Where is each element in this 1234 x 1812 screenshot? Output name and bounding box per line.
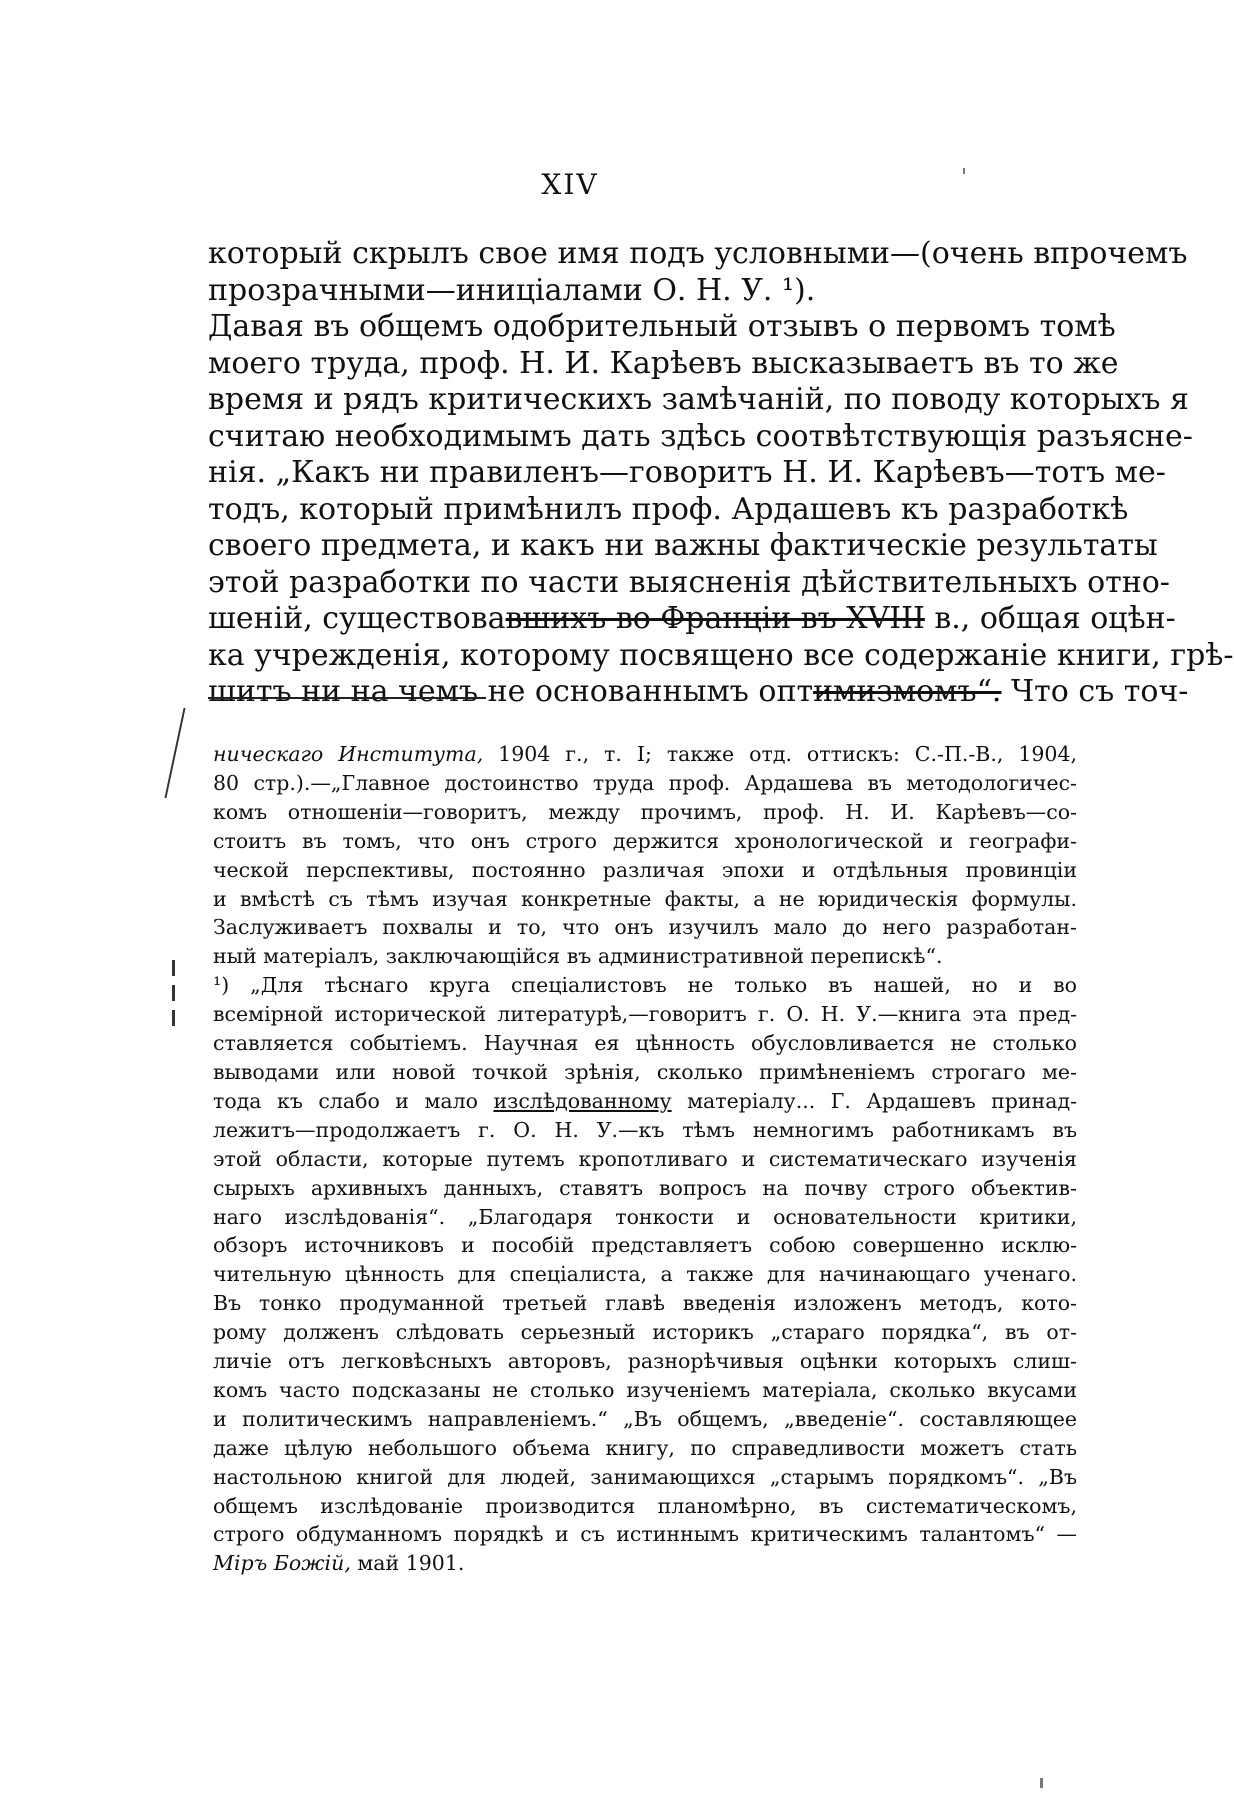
line-text: шитъ ни на чемъ не основаннымъ опт — [208, 674, 814, 709]
line-text: сырыхъ архивныхъ данныхъ, ставятъ вопросъ на почву строго объектив- — [213, 1175, 1077, 1200]
line-text: Въ тонко продуманной третьей главѣ введенія изложенъ методъ, кото- — [213, 1291, 1077, 1316]
main-text-line — [208, 528, 1158, 565]
line-text: комъ отношеніи—говоритъ, между прочимъ, проф. Н. И. Карѣевъ—со- — [213, 799, 1077, 824]
footnote-line — [213, 1289, 1077, 1318]
footnote-line — [213, 1492, 1077, 1521]
line-text: тода къ слабо и мало — [213, 1088, 494, 1113]
struck-through-text: имизмомъ“. — [813, 674, 1002, 709]
line-text: ¹) „Для тѣснаго круга спеціалистовъ не только въ нашей, но и во — [213, 973, 1077, 998]
line-text: ка учрежденія, которому посвящено все содержаніе книги, грѣ- — [208, 637, 1234, 673]
line-text: шеній, существова — [208, 601, 506, 636]
main-text-line — [208, 601, 1176, 638]
footnote-line — [213, 769, 1077, 798]
footnote-line — [213, 1318, 1077, 1347]
footnote-line — [213, 827, 1077, 856]
line-text: который скрылъ свое имя подъ условными—(очень впрочемъ — [208, 236, 1188, 271]
line-text: 80 стр.).—„Главное достоинство труда проф. Ардашева въ методологичес- — [213, 770, 1077, 795]
footnote-line — [213, 740, 1077, 769]
footnote-line — [213, 1405, 1077, 1434]
footnote-line — [213, 1087, 1077, 1116]
footnote-line — [213, 1347, 1077, 1376]
underlined-text: изслѣдованному — [493, 1088, 672, 1113]
scan-speck — [963, 168, 965, 174]
line-text: время и рядъ критическихъ замѣчаній, по поводу которыхъ я — [208, 382, 1189, 417]
line-text: 1904 г., т. I; также отд. оттискъ: С.-П.-В., 1904, — [483, 742, 1078, 766]
footnote-line — [213, 856, 1077, 885]
main-text-line — [208, 491, 1129, 529]
footnote-line — [213, 1549, 1077, 1578]
line-text: обзоръ источниковъ и пособій представляетъ собою совершенно исклю- — [213, 1233, 1077, 1258]
main-text-line — [208, 418, 1193, 456]
footnote-line — [213, 942, 1077, 971]
margin-pencil-mark — [172, 985, 175, 1001]
line-text: всемірной исторической литературѣ,—говоритъ г. О. Н. У.—книга эта пред- — [213, 1002, 1077, 1027]
line-text: лежитъ—продолжаетъ г. О. Н. У.—къ тѣмъ немногимъ работникамъ въ — [213, 1117, 1077, 1142]
footnote-line — [213, 1174, 1077, 1203]
line-text: наго изслѣдованія“. „Благодаря тонкости и основательности критики, — [213, 1204, 1077, 1229]
main-text-line — [208, 674, 1189, 711]
line-text: прозрачными—иниціалами О. Н. У. ¹). — [208, 272, 816, 308]
line-text: строго обдуманномъ порядкѣ и съ истиннымъ критическимъ талантомъ“ — — [213, 1522, 1077, 1547]
footnote-line — [213, 913, 1077, 942]
line-text: даже цѣлую небольшого объема книгу, по справедливости можетъ стать — [213, 1435, 1077, 1460]
line-text: и вмѣстѣ съ тѣмъ изучая конкретные факты, а не юридическія формулы. — [213, 886, 1077, 911]
margin-pencil-mark — [172, 960, 175, 976]
footnote-line — [213, 971, 1077, 1000]
margin-pencil-mark — [172, 1010, 175, 1026]
line-text: ный матеріалъ, заключающійся въ административной перепискѣ“. — [213, 944, 943, 969]
footnote-line — [213, 798, 1077, 827]
line-text: выводами или новой точкой зрѣнія, сколько примѣненіемъ строгаго ме- — [213, 1059, 1077, 1084]
line-text: считаю необходимымъ дать здѣсь соотвѣтствующія разъясне- — [208, 418, 1193, 454]
main-text-line — [208, 236, 1188, 273]
line-text: матеріалу... Г. Ардашевъ принад- — [671, 1088, 1077, 1113]
footnote-line — [213, 1029, 1077, 1058]
line-text: общемъ изслѣдованіе производится планомѣрно, въ систематическомъ, — [213, 1493, 1077, 1518]
main-text-line — [208, 382, 1189, 419]
main-text-line — [208, 309, 1116, 346]
line-text: ставляется событіемъ. Научная ея цѣнность обусловливается не столько — [213, 1031, 1077, 1056]
italic-text: Міръ Божій, — [213, 1551, 351, 1576]
page-number: XIV — [541, 168, 599, 201]
main-text-line — [208, 455, 1166, 492]
line-text: этой области, которые путемъ кропотливаго и систематическаго изученія — [213, 1146, 1077, 1171]
line-text: Заслуживаетъ похвалы и то, что онъ изучилъ мало до него разработан- — [213, 915, 1077, 940]
line-text: комъ часто подсказаны не столько изученіемъ матеріала, сколько вкусами — [213, 1377, 1077, 1402]
footnote-line — [213, 1463, 1077, 1492]
footnote-line — [213, 1058, 1077, 1087]
footnote-line — [213, 1434, 1077, 1463]
footnote-line — [213, 1260, 1077, 1289]
line-text: своего предмета, и какъ ни важны фактическіе результаты — [208, 528, 1158, 563]
line-text: стоитъ въ томъ, что онъ строго держится хронологической и географи- — [213, 828, 1077, 853]
footnote-line — [213, 1203, 1077, 1232]
scan-speck — [1040, 1778, 1043, 1788]
line-text: тодъ, который примѣнилъ проф. Ардашевъ къ разработкѣ — [208, 491, 1129, 527]
main-body-text — [208, 236, 1234, 711]
struck-through-text: вшихъ во Франціи въ XVIII — [505, 601, 925, 636]
margin-pencil-bracket — [164, 708, 203, 798]
main-text-line — [208, 564, 1170, 602]
footnote-line — [213, 1231, 1077, 1260]
line-text: ческой перспективы, постоянно различая эпохи и отдѣльныя провинціи — [213, 857, 1077, 882]
footnote-line — [213, 1116, 1077, 1145]
line-text: моего труда, проф. Н. И. Карѣевъ высказываетъ въ то же — [208, 345, 1119, 381]
footnote-line — [213, 1376, 1077, 1405]
footnote-separator-rule — [208, 697, 486, 699]
italic-text: ническаго Института, — [213, 742, 484, 766]
line-text: этой разработки по части выясненія дѣйствительныхъ отно- — [208, 564, 1170, 600]
line-text: рому долженъ слѣдовать серьезный историкъ „стараго порядка“, въ от- — [213, 1320, 1077, 1345]
footnote-line — [213, 1000, 1077, 1029]
line-text: личіе отъ легковѣсныхъ авторовъ, разнорѣчивыя оцѣнки которыхъ слиш- — [213, 1349, 1077, 1374]
footnote-line — [213, 1145, 1077, 1174]
line-text: нія. „Какъ ни правиленъ—говоритъ Н. И. Карѣевъ—тотъ ме- — [208, 455, 1166, 490]
line-text: и политическимъ направленіемъ.“ „Въ общемъ, „введеніе“. составляющее — [213, 1406, 1077, 1431]
main-text-line — [208, 273, 1078, 310]
line-text: чительную цѣнность для спеціалиста, а также для начинающаго ученаго. — [213, 1262, 1077, 1287]
line-text: Что съ точ- — [1001, 674, 1189, 709]
line-text: май 1901. — [350, 1551, 465, 1576]
footnote-line — [213, 1520, 1077, 1549]
main-text-line — [208, 345, 1119, 383]
line-text: в., общая оцѣн- — [924, 601, 1176, 636]
main-text-line — [208, 637, 1234, 675]
footnote-line — [213, 885, 1077, 914]
line-text: Давая въ общемъ одобрительный отзывъ о первомъ томѣ — [208, 309, 1116, 344]
line-text: настольною книгой для людей, занимающихся „старымъ порядкомъ“. „Въ — [213, 1464, 1077, 1489]
footnotes — [213, 740, 1077, 1578]
